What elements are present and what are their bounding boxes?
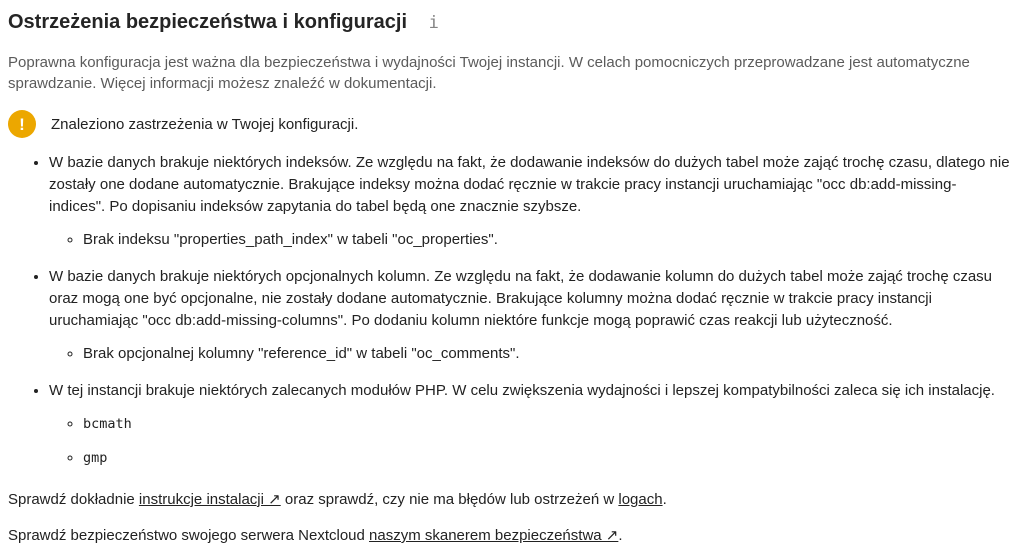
issue-item-missing-indices	[49, 152, 1010, 251]
install-check-line	[8, 489, 1010, 511]
issue-detail-list	[49, 229, 1010, 251]
page-title	[8, 10, 1010, 35]
issue-detail-php-module	[83, 447, 1010, 469]
logs-link[interactable]: logach	[618, 491, 663, 508]
issue-item-missing-columns	[49, 266, 1010, 365]
page-title-text: Ostrzeżenia bezpieczeństwa i konfiguracji	[8, 11, 408, 33]
issue-text: W bazie danych brakuje niektórych opcjonalnych kolumn. Ze względu na fakt, że dodawanie kolumn do dużych tabel może zająć trochę czasu oraz mogą one być opcjonalne, nie zostały dodane automatycznie. Brakujące kolumny można dodać ręcznie w trakcie pracy instancji uruchamiając "occ db:add-missing-columns". Po dodaniu kolumn niektóre funkcje mogą poprawić czas reakcji lub użyteczność.	[49, 268, 993, 329]
security-scanner-link[interactable]: naszym skanerem bezpieczeństwa ↗	[369, 527, 619, 544]
issue-text: W tej instancji brakuje niektórych zalecanych modułów PHP. W celu zwiększenia wydajności i lepszej kompatybilności zaleca się ich instalację.	[49, 382, 995, 399]
install-check-prefix: Sprawdź dokładnie	[8, 491, 139, 508]
security-scan-line	[8, 525, 1010, 547]
issue-detail-list	[49, 413, 1010, 469]
issue-item-missing-php-modules	[49, 380, 1010, 469]
install-check-middle: oraz sprawdź, czy nie ma błędów lub ostrzeżeń w	[280, 491, 619, 508]
issue-text: W bazie danych brakuje niektórych indeksów. Ze względu na fakt, że dodawanie indeksów do dużych tabel może zająć trochę czasu, dlatego nie zostały one dodane automatycznie. Brakujące indeksy można dodać ręcznie w trakcie pracy instancji uruchamiając "occ db:add-missing-indices". Po dopisaniu indeksów zapytania do tabel będą one znacznie szybsze.	[49, 154, 1010, 215]
warning-icon: !	[8, 110, 36, 138]
warning-message: Znaleziono zastrzeżenia w Twojej konfiguracji.	[51, 115, 359, 133]
security-scan-prefix: Sprawdź bezpieczeństwo swojego serwera Nextcloud	[8, 527, 370, 544]
issue-detail-php-module	[83, 413, 1010, 435]
issue-detail: ◦ Brak indeksu "properties_path_index" w tabeli "oc_properties".	[83, 229, 1010, 251]
issue-detail-list	[49, 343, 1010, 365]
warning-status-row	[8, 110, 1010, 138]
install-check-suffix: .	[662, 491, 667, 508]
info-icon[interactable]: i	[428, 13, 439, 33]
intro-text: Poprawna konfiguracja jest ważna dla bezpieczeństwa i wydajności Twojej instancji. W celach pomocniczych przeprowadzane jest automatyczne sprawdzanie. Więcej informacji możesz znaleźć w dokumentacji.	[8, 54, 970, 92]
issues-list	[8, 152, 1010, 469]
php-module-name: gmp	[83, 450, 108, 466]
php-module-name: bcmath	[83, 416, 132, 432]
installation-guides-link[interactable]: instrukcje instalacji ↗	[138, 491, 281, 508]
issue-detail: ◦ Brak opcjonalnej kolumny "reference_id" w tabeli "oc_comments".	[83, 343, 1010, 365]
security-scan-suffix: .	[618, 527, 623, 544]
